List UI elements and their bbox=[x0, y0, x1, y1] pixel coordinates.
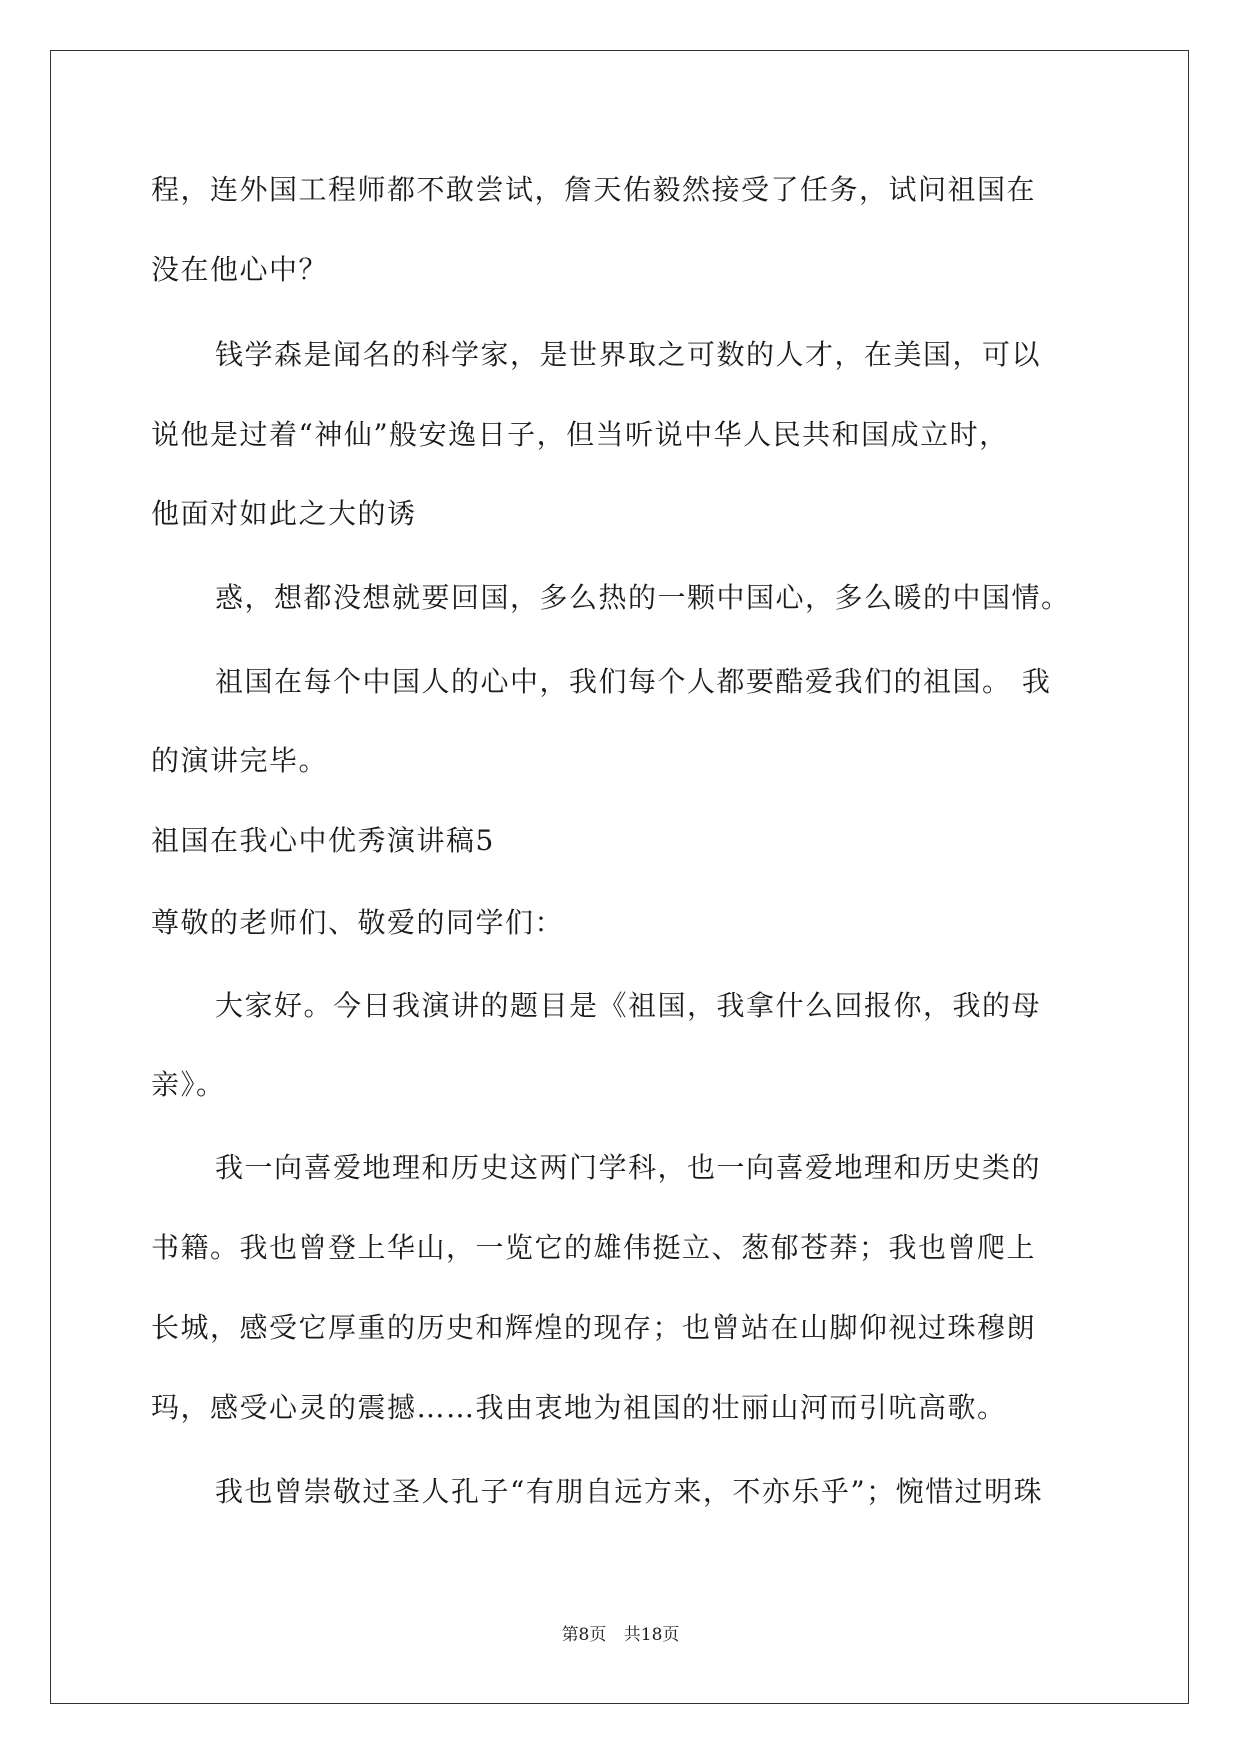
page-footer bbox=[0, 1624, 1241, 1646]
page-frame bbox=[50, 50, 1189, 1704]
text-line: 的演讲完毕。 bbox=[151, 744, 329, 777]
text-line: 玛，感受心灵的震撼……我由衷地为祖国的壮丽山河而引吭高歌。 bbox=[151, 1391, 1007, 1424]
page-total: 共18页 bbox=[623, 1625, 680, 1645]
paragraph-start: 钱学森是闻名的科学家，是世界取之可数的人才，在美国，可以 bbox=[215, 338, 1042, 371]
paragraph-start: 我也曾崇敬过圣人孔子“有朋自远方来，不亦乐乎”；惋惜过明珠 bbox=[215, 1475, 1044, 1508]
salutation: 尊敬的老师们、敬爱的同学们： bbox=[151, 906, 565, 939]
text-line: 程，连外国工程师都不敢尝试，詹天佑毅然接受了任务，试问祖国在 bbox=[151, 173, 1037, 206]
paragraph-start: 大家好。今日我演讲的题目是《祖国，我拿什么回报你，我的母 bbox=[215, 989, 1042, 1022]
text-line: 亲》。 bbox=[151, 1068, 226, 1101]
paragraph-start: 祖国在每个中国人的心中，我们每个人都要酷爱我们的祖国。 我 bbox=[215, 665, 1052, 698]
page-number: 第8页 bbox=[561, 1625, 607, 1645]
paragraph-start: 惑，想都没想就要回国，多么热的一颗中国心，多么暖的中国情。 bbox=[215, 581, 1071, 614]
text-line: 长城，感受它厚重的历史和辉煌的现存；也曾站在山脚仰视过珠穆朗 bbox=[151, 1311, 1037, 1344]
text-line: 说他是过着“神仙”般安逸日子，但当听说中华人民共和国成立时， bbox=[151, 418, 1009, 451]
text-line: 他面对如此之大的诱 bbox=[151, 497, 417, 530]
text-line: 没在他心中？ bbox=[151, 253, 329, 286]
text-line: 书籍。我也曾登上华山，一览它的雄伟挺立、葱郁苍莽；我也曾爬上 bbox=[151, 1231, 1037, 1264]
paragraph-start: 我一向喜爱地理和历史这两门学科，也一向喜爱地理和历史类的 bbox=[215, 1151, 1042, 1184]
section-heading: 祖国在我心中优秀演讲稿5 bbox=[151, 824, 495, 857]
